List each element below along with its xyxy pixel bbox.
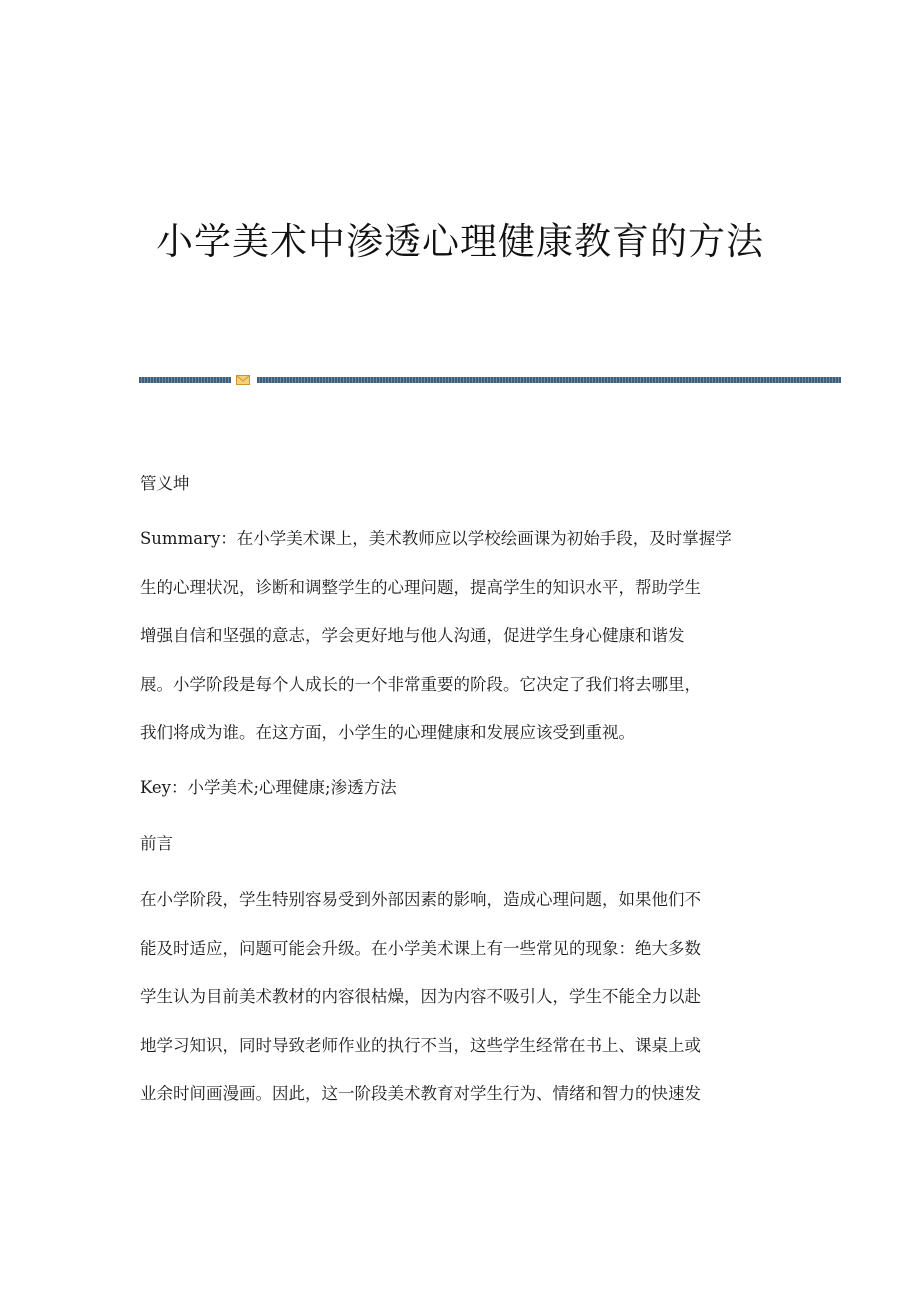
summary-line: Summary：在小学美术课上，美术教师应以学校绘画课为初始手段，及时掌握学 <box>140 529 732 548</box>
page-title: 小学美术中渗透心理健康教育的方法 <box>156 220 764 263</box>
envelope-ornament-icon <box>236 374 250 386</box>
divider-bar-right <box>257 377 841 383</box>
summary-paragraph <box>140 523 780 766</box>
intro-line: 地学习知识，同时导致老师作业的执行不当，这些学生经常在书上、课桌上或 <box>140 1035 701 1055</box>
intro-paragraph <box>140 884 780 1127</box>
keywords: Key：小学美术;心理健康;渗透方法 <box>140 778 397 797</box>
divider-bar-left <box>139 377 231 383</box>
summary-line: 展。小学阶段是每个人成长的一个非常重要的阶段。它决定了我们将去哪里， <box>140 674 701 694</box>
intro-line: 学生认为目前美术教材的内容很枯燥，因为内容不吸引人，学生不能全力以赴 <box>140 987 701 1006</box>
author-name: 管义坤 <box>140 474 190 493</box>
title-divider <box>139 374 841 386</box>
section-heading: 前言 <box>140 834 173 853</box>
intro-line: 业余时间画漫画。因此，这一阶段美术教育对学生行为、情绪和智力的快速发 <box>140 1084 701 1103</box>
summary-line: 增强自信和坚强的意志，学会更好地与他人沟通，促进学生身心健康和谐发 <box>140 626 685 645</box>
intro-line: 能及时适应，问题可能会升级。在小学美术课上有一些常见的现象：绝大多数 <box>140 938 701 958</box>
summary-line: 我们将成为谁。在这方面，小学生的心理健康和发展应该受到重视。 <box>140 723 635 742</box>
summary-line: 生的心理状况，诊断和调整学生的心理问题，提高学生的知识水平，帮助学生 <box>140 577 701 597</box>
intro-line: 在小学阶段，学生特别容易受到外部因素的影响，造成心理问题，如果他们不 <box>140 890 701 909</box>
